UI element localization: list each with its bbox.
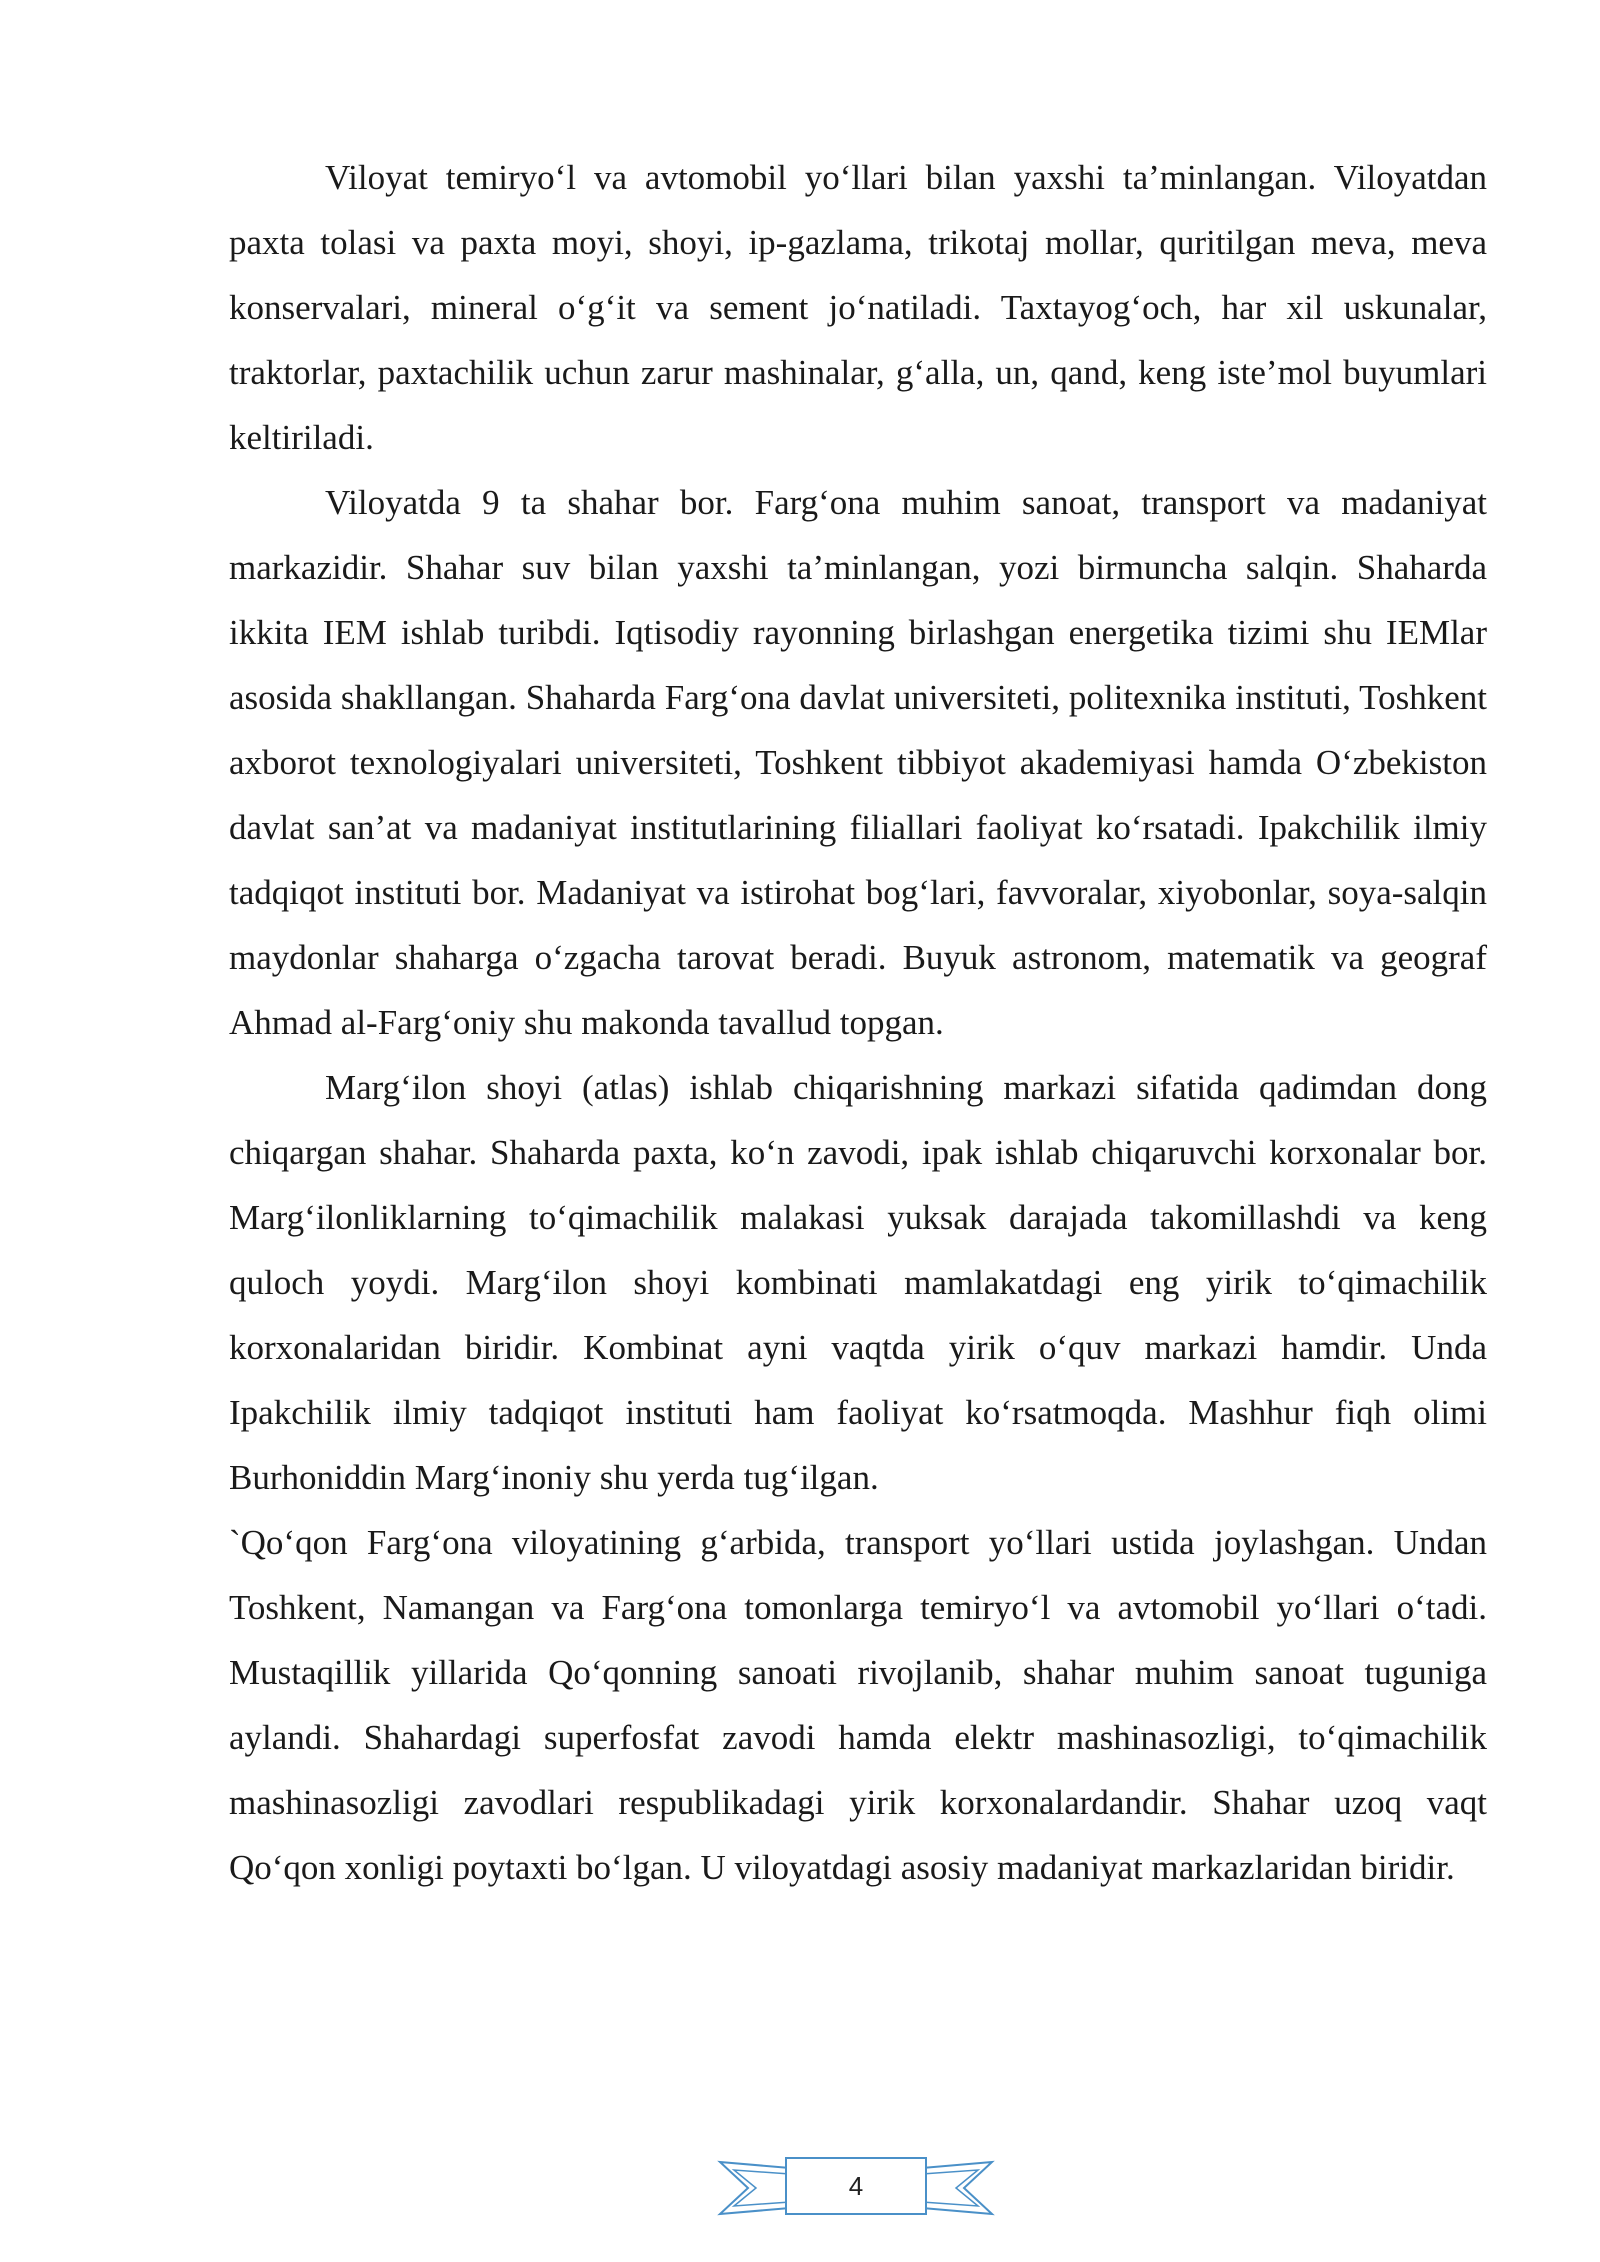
page-number-footer	[716, 2148, 996, 2228]
paragraph-qoqon: `Qo‘qon Farg‘ona viloyatining g‘arbida, transport yo‘llari ustida joylashgan. Undan Toshkent, Namangan va Farg‘ona tomonlarga temiryo‘l va avtomobil yo‘llari o‘tadi. Mustaqillik yillarida Qo‘qonning sanoati rivojlanib, shahar muhim sanoat tuguniga aylandi. Shahardagi superfosfat zavodi hamda elektr mashinasozligi, to‘qimachilik mashinasozligi zavodlari respublikadagi yirik korxonalardandir. Shahar uzoq vaqt Qo‘qon xonligi poytaxti bo‘lgan. U viloyatdagi asosiy madaniyat markazlaridan biridir.	[229, 1523, 1487, 1887]
page-number: 4	[848, 2171, 864, 2201]
paragraph-margilon: Marg‘ilon shoyi (atlas) ishlab chiqarishning markazi sifatida qadimdan dong chiqargan shahar. Shaharda paxta, ko‘n zavodi, ipak ishlab chiqaruvchi korxonalar bor. Marg‘ilonliklarning to‘qimachilik malakasi yuksak darajada takomillashdi va keng quloch yoydi. Marg‘ilon shoyi kombinati mamlakatdagi eng yirik to‘qimachilik korxonalaridan biridir. Kombinat ayni vaqtda yirik o‘quv markazi hamdir. Unda Ipakchilik ilmiy tadqiqot instituti ham faoliyat ko‘rsatmoqda. Mashhur fiqh olimi Burhoniddin Marg‘inoniy shu yerda tug‘ilgan.	[229, 1068, 1487, 1497]
document-body	[229, 145, 1487, 1900]
paragraph-transport: Viloyat temiryo‘l va avtomobil yo‘llari bilan yaxshi ta’minlangan. Viloyatdan paxta tolasi va paxta moyi, shoyi, ip-gazlama, trikotaj mollar, quritilgan meva, meva konservalari, mineral o‘g‘it va sement jo‘natiladi. Taxtayog‘och, har xil uskunalar, traktorlar, paxtachilik uchun zarur mashinalar, g‘alla, un, qand, keng iste’mol buyumlari keltiriladi.	[229, 158, 1487, 457]
paragraph-fargona: Viloyatda 9 ta shahar bor. Farg‘ona muhim sanoat, transport va madaniyat markazidir. Shahar suv bilan yaxshi ta’minlangan, yozi birmuncha salqin. Shaharda ikkita IEM ishlab turibdi. Iqtisodiy rayonning birlashgan energetika tizimi shu IEMlar asosida shakllangan. Shaharda Farg‘ona davlat universiteti, politexnika instituti, Toshkent axborot texnologiyalari universiteti, Toshkent tibbiyot akademiyasi hamda O‘zbekiston davlat san’at va madaniyat institutlarining filiallari faoliyat ko‘rsatadi. Ipakchilik ilmiy tadqiqot instituti bor. Madaniyat va istirohat bog‘lari, favvoralar, xiyobonlar, soya-salqin maydonlar shaharga o‘zgacha tarovat beradi. Buyuk astronom, matematik va geograf Ahmad al-Farg‘oniy shu makonda tavallud topgan.	[229, 483, 1487, 1042]
